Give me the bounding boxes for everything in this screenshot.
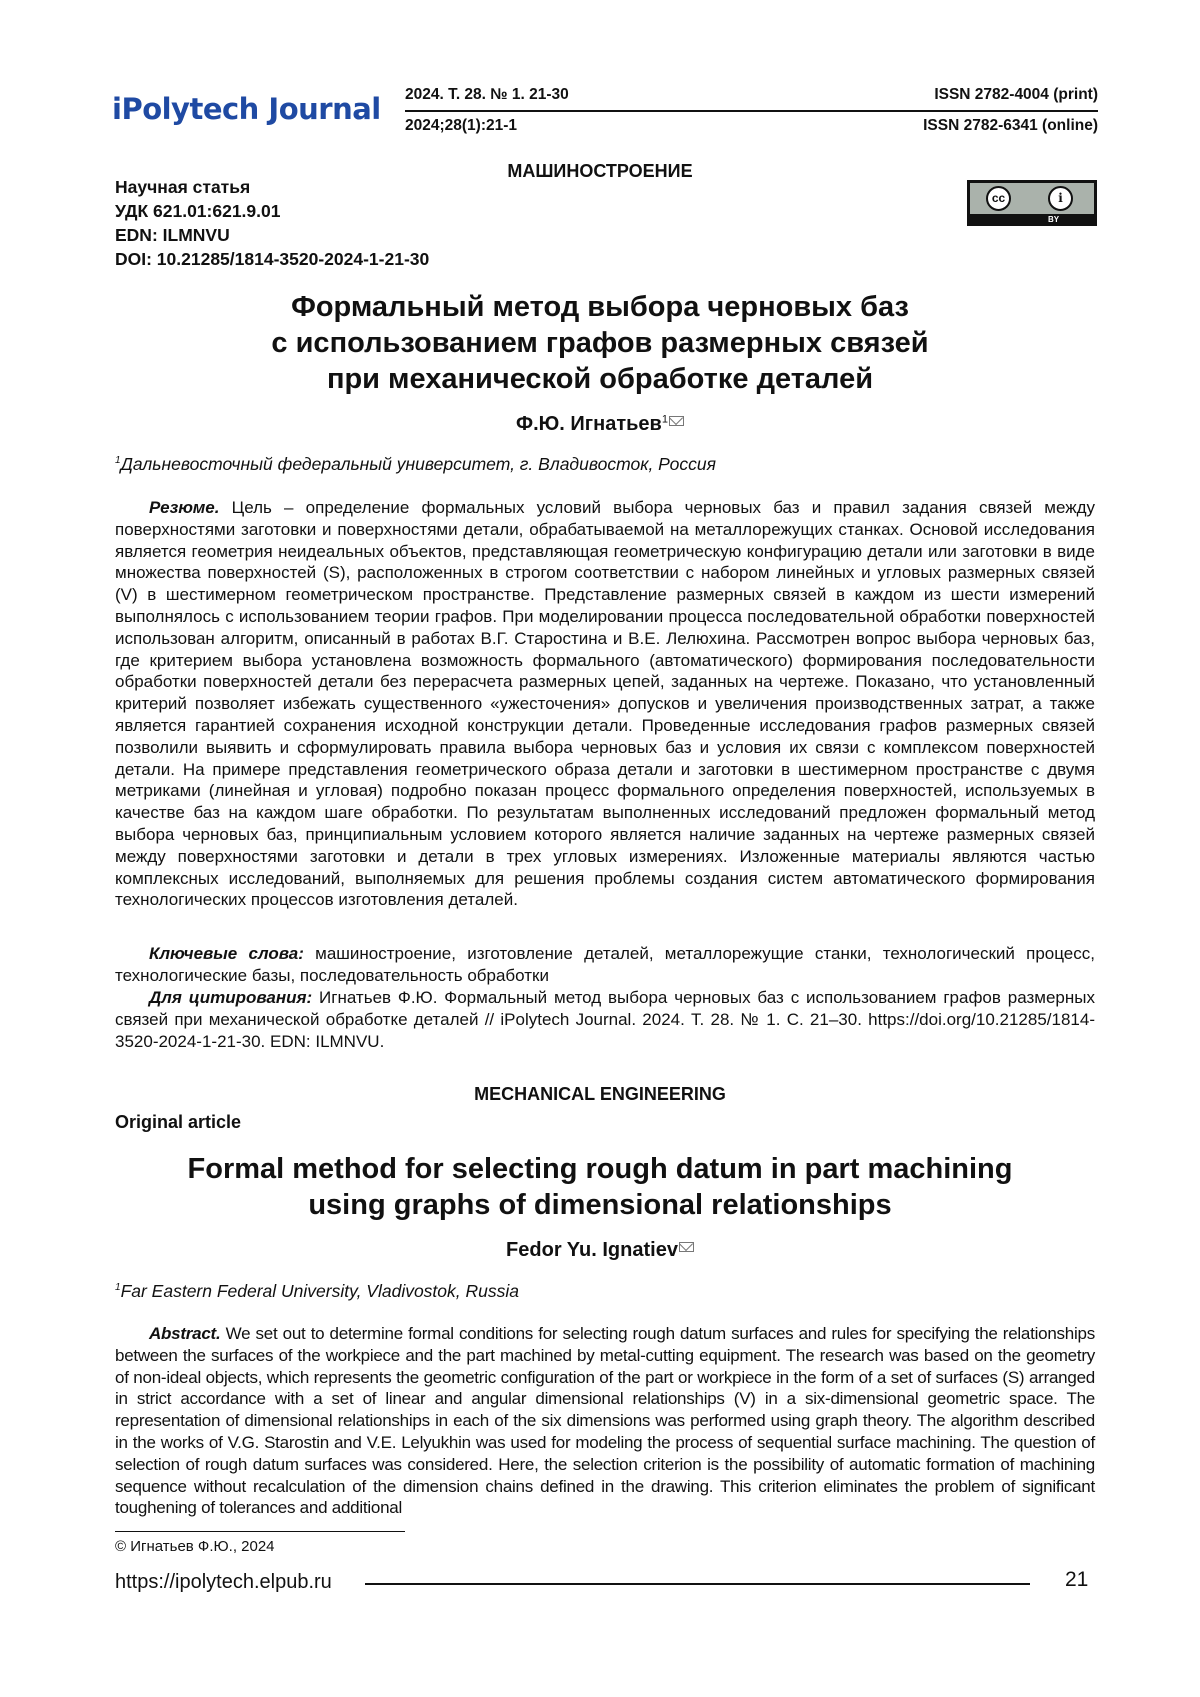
- affil-en-sup: 1: [115, 1282, 121, 1294]
- section-title-en: MECHANICAL ENGINEERING: [474, 1084, 726, 1104]
- affiliation-en: [115, 1281, 519, 1302]
- author-ru-name: Ф.Ю. Игнатьев: [516, 413, 662, 435]
- title-ru-line: при механической обработке деталей: [326, 363, 874, 395]
- abstract-en-text: We set out to determine formal conditions for selecting rough datum surfaces and rules for specifying the relationships between the surfaces of the workpiece and the part machined by metal-cutting equipment. The research was based on the geometry of non-ideal objects, which represents the geometric configuration of the part or workpiece in the form of a set of surfaces (S) arranged in strict accordance with a set of linear and angular dimensional relationships (V) in a six-dimensional geometric space. The representation of dimensional relationships in each of the six dimensions was performed using graph theory. The algorithm described in the works of V.G. Starostin and V.E. Lelyukhin was used for modeling the process of sequential surface machining. The question of selection of rough datum surfaces was considered. Here, the selection criterion is the possibility of automatic formation of machining sequence without recalculation of the dimension chains defined in the drawing. This criterion eliminates the problem of significant toughening of tolerances and additional: [115, 1324, 1095, 1518]
- section-title-ru: МАШИНОСТРОЕНИЕ: [507, 161, 693, 181]
- abstract-en: [115, 1323, 1095, 1519]
- keywords-ru-label: Ключевые слова:: [149, 944, 304, 963]
- abstract-ru-text: Цель – определение формальных условий выбора черновых баз и правил задания связей между поверхностями заготовки и поверхностями детали, обрабатываемой на металлорежущих станках. Основой исследования является геометрия неидеальных объектов, представляющая геометрическую конфигурацию детали или заготовки в виде множества поверхностей (S), расположенных в строгом соответствии с набором линейных и угловых размерных связей (V) в шестимерном геометрическом пространстве. Представление размерных связей в каждом из шести измерений выполнялось с использованием теории графов. При моделировании процесса последовательной обработки поверхностей использован алгоритм, описанный в работах В.Г. Старостина и В.Е. Лелюхина. Рассмотрен вопрос выбора черновых баз, где критерием выбора установлена возможность формального (автоматического) формирования последовательности обработки поверхностей детали без перерасчета размерных цепей, заданных на чертеже. Показано, что установленный критерий позволяет избежать существенного «ужесточения» допусков и увеличения производственных затрат, а также является гарантией сохранения исходной конструкции детали. Проведенные исследования графов размерных связей позволили выявить и сформулировать правила выбора черновых баз и условия их связи с комплексом поверхностей детали. На примере представления геометрического образа детали и заготовки в шестимерном пространстве с двумя метриками (линейная и угловая) подробно показан процесс формального определения поверхностей, используемых в качестве баз на каждом шаге обработки. По результатам выполненных исследований предложен формальный метод выбора черновых баз, принципиальным условием которого является наличие заданных на чертеже размерных связей между поверхностями заготовки и детали в трех угловых измерениях. Изложенные материалы являются частью комплексных исследований, выполняемых для решения проблемы создания систем автоматического формирования технологических процессов изготовления деталей.: [115, 498, 1096, 910]
- affiliation-ru: [115, 454, 716, 475]
- citation-ru-text: Игнатьев Ф.Ю. Формальный метод выбора черновых баз с использованием графов размерных связей при механической обработке деталей // iPolytech Journal. 2024. Т. 28. № 1. С. 21–30. https://doi.org/10.21285/1814-3520-2024-1-21-30. EDN: ILMNVU.: [115, 988, 1095, 1051]
- issue-ru: 2024. Т. 28. № 1. 21-30: [405, 86, 569, 103]
- cc-by-license-badge[interactable]: [967, 180, 1097, 226]
- issue-en: 2024;28(1):21-1: [405, 117, 518, 134]
- udk: УДК 621.01:621.9.01: [115, 201, 281, 221]
- title-ru-line: Формальный метод выбора черновых баз: [291, 291, 909, 323]
- article-title-en: [120, 1151, 1080, 1223]
- abstract-ru-label: Резюме.: [149, 498, 220, 517]
- envelope-icon[interactable]: [679, 1242, 694, 1252]
- title-en-line: using graphs of dimensional relationships: [308, 1189, 892, 1221]
- keywords-ru-text: машиностроение, изготовление деталей, металлорежущие станки, технологический процесс, технологические базы, последовательность обработки: [115, 944, 1095, 985]
- abstract-en-label: Abstract.: [149, 1324, 221, 1343]
- envelope-icon[interactable]: [669, 416, 684, 426]
- website-link[interactable]: https://ipolytech.elpub.ru: [115, 1571, 332, 1593]
- citation-ru-label: Для цитирования:: [149, 988, 313, 1007]
- issn-print: ISSN 2782-4004 (print): [934, 86, 1098, 103]
- footer-rule: [365, 1583, 1030, 1585]
- issn-online: ISSN 2782-6341 (online): [923, 117, 1098, 134]
- title-ru-line: с использованием графов размерных связей: [271, 327, 929, 359]
- affil-ru-sup: 1: [115, 455, 121, 467]
- footnote-rule: [115, 1531, 405, 1532]
- edn: EDN: ILMNVU: [115, 225, 230, 245]
- article-type-en: Original article: [115, 1112, 242, 1132]
- title-en-line: Formal method for selecting rough datum in part machining: [187, 1153, 1013, 1185]
- keywords-ru: [115, 943, 1095, 987]
- affil-en-text: Far Eastern Federal University, Vladivostok, Russia: [120, 1281, 519, 1301]
- author-en-name: Fedor Yu. Ignatiev: [506, 1239, 678, 1261]
- author-ru: [400, 413, 800, 436]
- author-ru-sup: 1: [661, 413, 668, 426]
- journal-logo: iPolytech Journal: [112, 92, 381, 126]
- article-type-ru: Научная статья: [115, 177, 251, 197]
- header-rule: [405, 110, 1098, 112]
- article-meta: [115, 175, 429, 271]
- copyright: © Игнатьев Ф.Ю., 2024: [115, 1538, 275, 1555]
- affil-ru-text: Дальневосточный федеральный университет, г. Владивосток, Россия: [120, 454, 716, 474]
- author-en: [400, 1239, 800, 1262]
- page-number: 21: [1065, 1568, 1089, 1591]
- attribution-icon: i: [1048, 186, 1073, 211]
- by-label: BY: [1048, 215, 1060, 224]
- doi: DOI: 10.21285/1814-3520-2024-1-21-30: [115, 249, 430, 269]
- cc-icon: cc: [986, 186, 1011, 211]
- abstract-ru: [115, 497, 1095, 911]
- citation-ru: [115, 987, 1095, 1052]
- article-title-ru: [150, 289, 1050, 397]
